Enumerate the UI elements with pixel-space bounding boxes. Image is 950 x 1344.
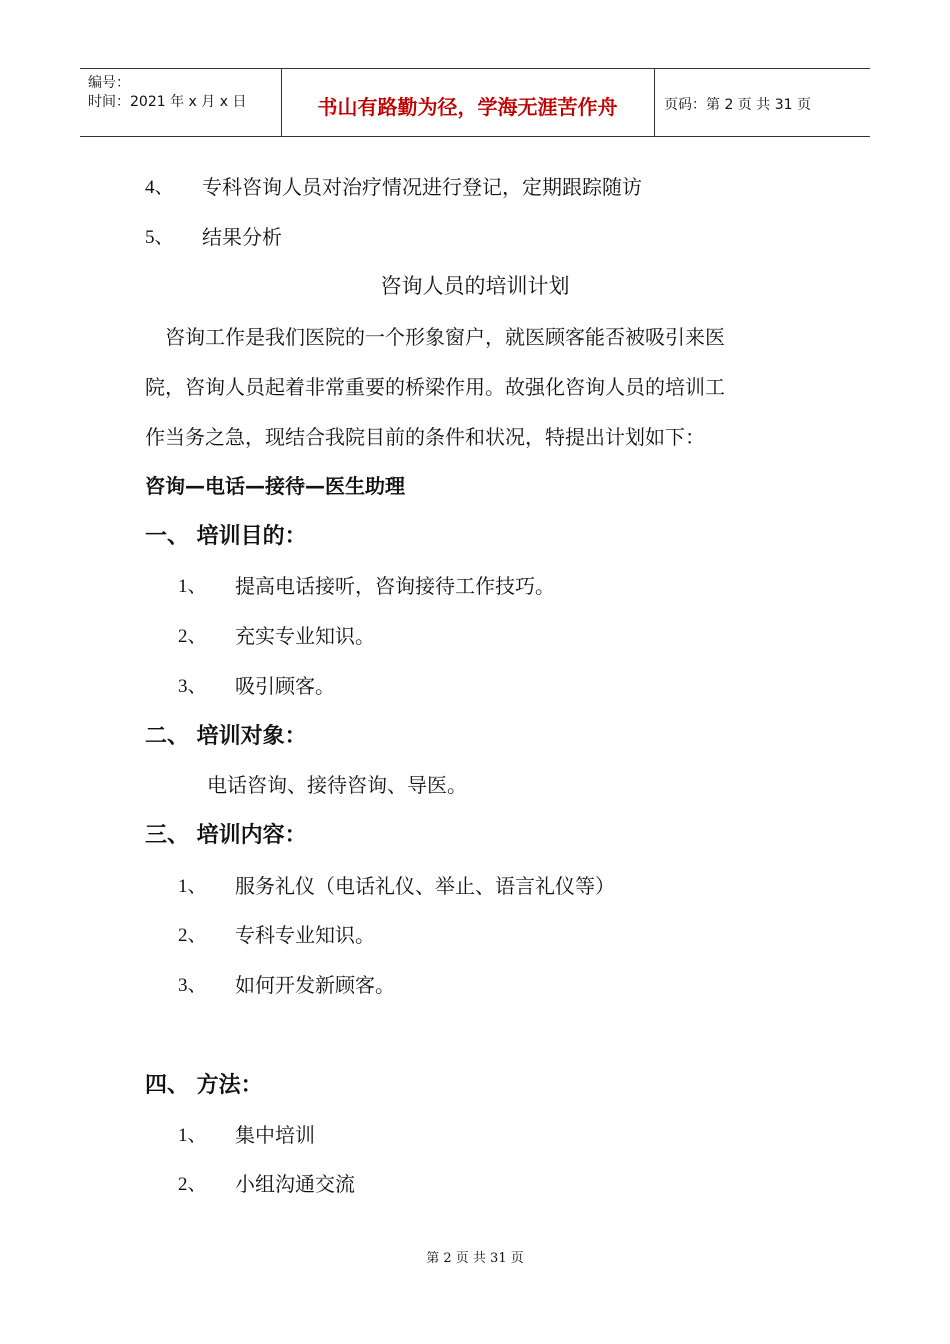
list-item: 充实专业知识。 bbox=[235, 624, 375, 648]
list-number: 2、 bbox=[178, 1174, 207, 1195]
time-label: 时间：2021 年 x 月 x 日 bbox=[88, 94, 247, 110]
list-item: 专科专业知识。 bbox=[235, 923, 375, 947]
list-item: 提高电话接听，咨询接待工作技巧。 bbox=[235, 574, 555, 598]
header-motto-cell bbox=[281, 69, 655, 136]
section-text: 电话咨询、接待咨询、导医。 bbox=[207, 773, 467, 797]
list-number: 5、 bbox=[145, 227, 174, 248]
list-number: 1、 bbox=[178, 576, 207, 597]
intro-line: 院，咨询人员起着非常重要的桥梁作用。故强化咨询人员的培训工 bbox=[145, 375, 725, 399]
section-heading: 三、 培训内容： bbox=[145, 823, 307, 848]
list-number: 3、 bbox=[178, 975, 207, 996]
motto: 书山有路勤为径，学海无涯苦作舟 bbox=[317, 95, 618, 119]
list-item: 结果分析 bbox=[202, 225, 282, 249]
intro-line: 咨询工作是我们医院的一个形象窗户，就医顾客能否被吸引来医 bbox=[165, 325, 725, 349]
list-number: 1、 bbox=[178, 1125, 207, 1146]
page-footer: 第 2 页 共 31 页 bbox=[426, 1251, 524, 1266]
list-number: 1、 bbox=[178, 876, 207, 897]
list-number: 4、 bbox=[145, 177, 174, 198]
list-item: 集中培训 bbox=[235, 1123, 315, 1147]
page-header bbox=[80, 68, 870, 137]
number-label: 编号： bbox=[88, 75, 130, 91]
section-heading: 二、 培训对象： bbox=[145, 724, 307, 749]
header-page-cell bbox=[654, 69, 870, 136]
list-item: 专科咨询人员对治疗情况进行登记，定期跟踪随访 bbox=[202, 175, 642, 199]
section-heading: 四、 方法： bbox=[145, 1073, 263, 1098]
list-item: 吸引顾客。 bbox=[235, 674, 335, 698]
intro-line: 作当务之急，现结合我院目前的条件和状况，特提出计划如下： bbox=[145, 425, 705, 449]
list-number: 2、 bbox=[178, 626, 207, 647]
list-number: 2、 bbox=[178, 925, 207, 946]
list-item: 如何开发新顾客。 bbox=[235, 973, 395, 997]
section-heading: 一、 培训目的： bbox=[145, 524, 307, 549]
flow-line: 咨询—电话—接待—医生助理 bbox=[145, 474, 405, 498]
header-meta-cell bbox=[80, 69, 282, 136]
page-info: 页码：第 2 页 共 31 页 bbox=[664, 97, 811, 113]
list-number: 3、 bbox=[178, 676, 207, 697]
list-item: 服务礼仪（电话礼仪、举止、语言礼仪等） bbox=[235, 874, 615, 898]
document-title: 咨询人员的培训计划 bbox=[380, 274, 570, 298]
list-item: 小组沟通交流 bbox=[235, 1172, 355, 1196]
